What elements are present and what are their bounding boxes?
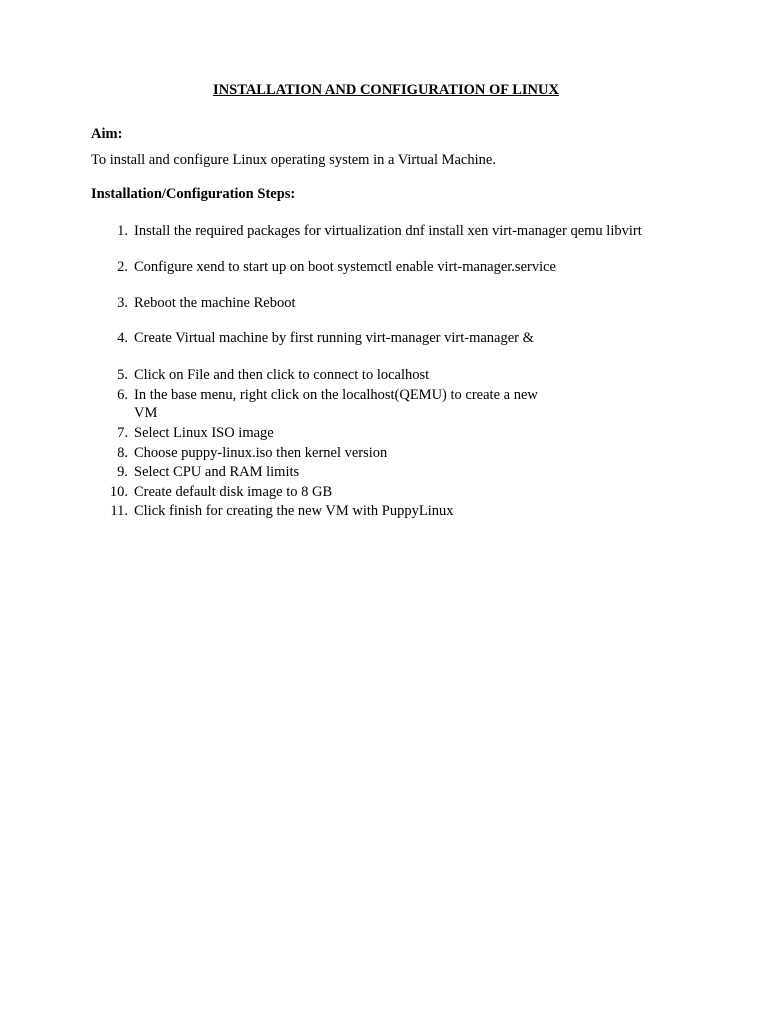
step-text: Select Linux ISO image [134, 425, 274, 441]
aim-text: To install and configure Linux operating system in a Virtual Machine. [91, 152, 496, 168]
step-number: 1. [117, 223, 128, 239]
document-title: INSTALLATION AND CONFIGURATION OF LINUX [213, 82, 559, 98]
step-number: 8. [117, 445, 128, 461]
step-number: 6. [117, 387, 128, 403]
step-text: Configure xend to start up on boot systemctl enable virt-manager.service [134, 259, 556, 275]
step-item-9 [100, 463, 694, 481]
step-text: Create default disk image to 8 GB [134, 484, 333, 500]
step-text: Install the required packages for virtualization dnf install xen virt-manager qemu libvirt [134, 223, 642, 239]
step-number: 5. [117, 367, 128, 383]
aim-heading: Aim: [91, 126, 123, 142]
step-number: 2. [117, 259, 128, 275]
step-item-2 [100, 258, 694, 276]
step-item-4 [100, 329, 694, 347]
step-number: 7. [117, 425, 128, 441]
step-number: 11. [110, 503, 128, 519]
step-text: Select CPU and RAM limits [134, 464, 300, 480]
step-text: Click on File and then click to connect to localhost [134, 367, 430, 383]
step-item-1 [100, 222, 694, 240]
step-text: Click finish for creating the new VM with PuppyLinux [134, 503, 454, 519]
step-item-10 [100, 483, 694, 501]
step-number: 3. [117, 295, 128, 311]
step-text: Reboot the machine Reboot [134, 295, 296, 311]
step-item-7 [100, 424, 694, 442]
step-item-11 [100, 502, 694, 520]
steps-heading: Installation/Configuration Steps: [91, 186, 296, 202]
step-text: In the base menu, right click on the localhost(QEMU) to create a new VM [134, 387, 538, 422]
step-item-8 [100, 444, 694, 462]
step-item-6 [100, 386, 564, 422]
step-text: Choose puppy-linux.iso then kernel version [134, 445, 388, 461]
step-number: 4. [117, 330, 128, 346]
step-number: 9. [117, 464, 128, 480]
step-number: 10. [109, 484, 128, 500]
step-item-3 [100, 294, 694, 312]
step-item-5 [100, 366, 694, 384]
step-text: Create Virtual machine by first running virt-manager virt-manager & [134, 330, 534, 346]
